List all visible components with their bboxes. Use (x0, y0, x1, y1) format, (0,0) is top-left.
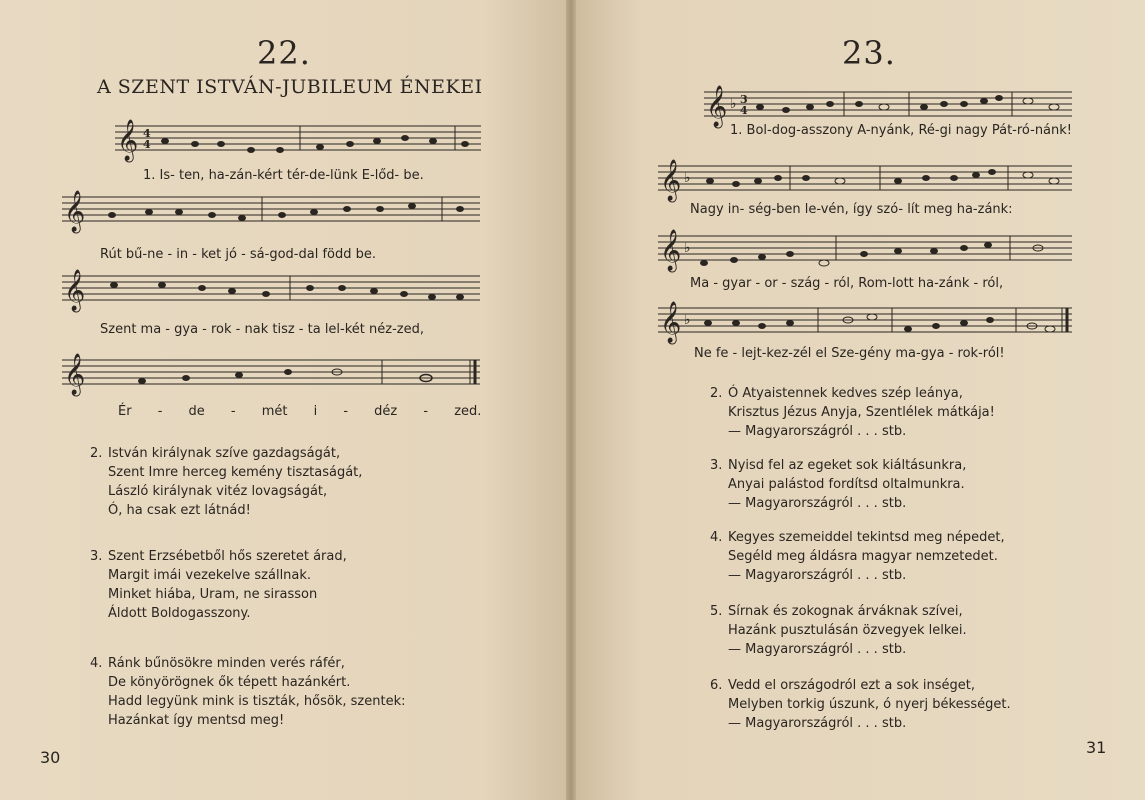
verse-line: Ó Atyaistennek kedves szép leánya, (728, 386, 963, 401)
verse-line: Áldott Boldogasszony. (108, 606, 251, 621)
verse-line: — Magyarországról . . . stb. (728, 424, 907, 439)
verse-number: 5. (710, 604, 723, 619)
verse-line: Hazánkat így mentsd meg! (108, 713, 285, 728)
book-gutter (566, 0, 576, 800)
verse-line: Kegyes szemeiddel tekintsd meg népedet, (728, 530, 1005, 545)
verse-line: Ó, ha csak ezt látnád! (108, 503, 251, 518)
svg-text:♭: ♭ (684, 312, 691, 328)
verse-23-6 (710, 676, 1011, 733)
hymn-title: A SZENT ISTVÁN-JUBILEUM ÉNEKEI (97, 76, 483, 98)
music-staff-23-3 (658, 222, 1076, 276)
lyric-line-22-1: 1. Is- ten, ha-zán-kért tér-de-lünk E-lőd- be. (143, 168, 424, 183)
verse-line: — Magyarországról . . . stb. (728, 568, 907, 583)
verse-23-4 (710, 528, 1005, 585)
verse-line: De könyörögnek ők tépett hazánkért. (108, 675, 351, 690)
verse-number: 4. (90, 656, 103, 671)
verse-line: László királynak vitéz lovagságát, (108, 484, 328, 499)
svg-text:𝄞: 𝄞 (64, 354, 86, 395)
page-number-right: 31 (1086, 738, 1107, 757)
verse-23-2 (710, 384, 995, 441)
verse-number: 2. (90, 446, 103, 461)
verse-line: — Magyarországról . . . stb. (728, 642, 907, 657)
verse-23-5 (710, 602, 967, 659)
lyric-line-22-4: Ér - de - mét i - déz - zed. (118, 404, 482, 419)
svg-text:♭: ♭ (684, 240, 691, 256)
verse-line: Melyben torkig úszunk, ó nyerj békességet. (728, 697, 1011, 712)
verse-line: István királynak szíve gazdagságát, (108, 446, 341, 461)
music-staff-22-3 (62, 262, 482, 312)
music-staff-22-1 (115, 112, 485, 160)
lyric-line-23-3: Ma - gyar - or - szág - ról, Rom-lott ha-zánk - ról, (690, 276, 1004, 291)
page-number-left: 30 (40, 748, 61, 767)
verse-22-3 (90, 547, 347, 623)
svg-text:𝄞: 𝄞 (64, 270, 86, 311)
verse-line: — Magyarországról . . . stb. (728, 496, 907, 511)
verse-line: Margit imái vezekelve szállnak. (108, 568, 312, 583)
svg-text:𝄞: 𝄞 (660, 160, 682, 201)
verse-number: 3. (710, 458, 723, 473)
verse-line: Hadd legyünk mink is tiszták, hősök, szentek: (108, 694, 406, 709)
music-staff-23-4 (658, 294, 1076, 344)
music-staff-23-1 (704, 78, 1076, 128)
svg-text:𝄞: 𝄞 (706, 86, 728, 127)
lyric-line-23-1: 1. Bol-dog-asszony A-nyánk, Ré-gi nagy Pát-ró-nánk! (730, 123, 1072, 138)
svg-text:3: 3 (740, 93, 748, 106)
verse-line: Hazánk pusztulásán özvegyek lelkei. (728, 623, 967, 638)
lyric-line-22-3: Szent ma - gya - rok - nak tisz - ta lel-két néz-zed, (100, 322, 424, 337)
verse-line: Krisztus Jézus Anyja, Szentlélek mátkája! (728, 405, 995, 420)
verse-22-4 (90, 654, 405, 730)
verse-number: 4. (710, 530, 723, 545)
verse-line: Minket hiába, Uram, ne sirasson (108, 587, 318, 602)
lyric-line-23-2: Nagy in- ség-ben le-vén, így szó- lít meg ha-zánk: (690, 202, 1013, 217)
music-staff-22-4 (62, 346, 482, 396)
hymn-number-23: 23. (842, 34, 896, 72)
svg-text:𝄞: 𝄞 (660, 230, 682, 271)
lyric-line-22-2: Rút bű-ne - in - ket jó - sá-god-dal född be. (100, 247, 377, 262)
verse-line: Vedd el országodról ezt a sok inséget, (728, 678, 975, 693)
verse-line: Szent Imre herceg kemény tisztaságát, (108, 465, 363, 480)
verse-22-2 (90, 444, 362, 520)
svg-text:4: 4 (143, 138, 151, 151)
svg-text:𝄞: 𝄞 (117, 120, 139, 161)
verse-line: — Magyarországról . . . stb. (728, 716, 907, 731)
svg-text:𝄞: 𝄞 (660, 302, 682, 343)
verse-23-3 (710, 456, 966, 513)
svg-text:♭: ♭ (730, 96, 737, 112)
verse-number: 3. (90, 549, 103, 564)
verse-line: Szent Erzsébetből hős szeretet árad, (108, 549, 347, 564)
music-staff-23-2 (658, 152, 1076, 202)
hymn-number-22: 22. (257, 34, 311, 72)
lyric-line-23-4: Ne fe - lejt-kez-zél el Sze-gény ma-gya - rok-ról! (694, 346, 1005, 361)
svg-text:4: 4 (143, 127, 151, 140)
music-staff-22-2 (62, 183, 482, 233)
verse-number: 2. (710, 386, 723, 401)
svg-text:♭: ♭ (684, 170, 691, 186)
verse-line: Nyisd fel az egeket sok kiáltásunkra, (728, 458, 967, 473)
verse-line: Sírnak és zokognak árváknak szívei, (728, 604, 963, 619)
verse-number: 6. (710, 678, 723, 693)
svg-text:𝄞: 𝄞 (64, 191, 86, 232)
verse-line: Segéld meg áldásra magyar nemzetedet. (728, 549, 998, 564)
svg-text:4: 4 (740, 104, 748, 117)
verse-line: Ránk bűnösökre minden verés ráfér, (108, 656, 345, 671)
verse-line: Anyai palástod fordítsd oltalmunkra. (728, 477, 965, 492)
